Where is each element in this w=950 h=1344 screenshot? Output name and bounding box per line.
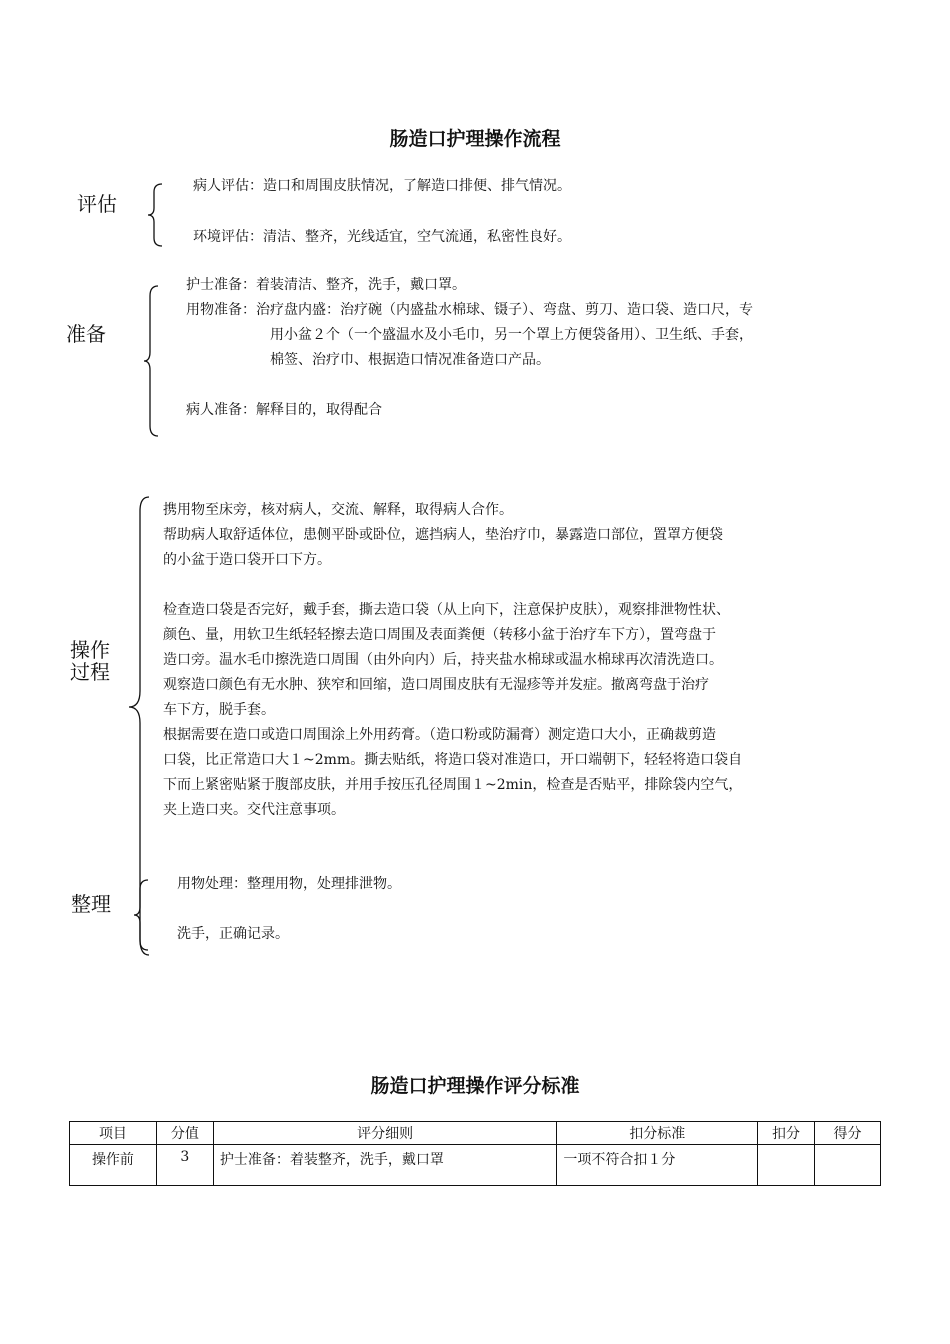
cell-item: 操作前 [70,1145,157,1186]
process-line: 根据需要在造口或造口周围涂上外用药膏。（造口粉或防漏膏）测定造口大小，正确裁剪造 [163,727,716,743]
process-line: 夹上造口夹。交代注意事项。 [163,802,345,818]
brace-tidy [132,878,152,952]
cell-deduction [758,1145,815,1186]
process-line: 携用物至床旁，核对病人，交流、解释，取得病人合作。 [163,502,513,518]
section-label-assess: 评估 [77,192,117,216]
process-line: 颜色、量，用软卫生纸轻轻擦去造口周围及表面粪便（转移小盆于治疗车下方），置弯盘于 [163,627,716,643]
header-details: 评分细则 [213,1122,557,1145]
section-label-process-2: 过程 [70,660,110,684]
page-title: 肠造口护理操作流程 [389,128,561,150]
header-score: 得分 [815,1122,881,1145]
cell-score [815,1145,881,1186]
prepare-line: 用小盆２个（一个盛温水及小毛巾，另一个罩上方便袋备用）、卫生纸、手套， [270,327,753,343]
cell-deduction-standard: 一项不符合扣１分 [557,1145,758,1186]
section-label-process-1: 操作 [70,638,110,662]
brace-prepare [142,284,162,438]
prepare-line: 病人准备：解释目的，取得配合 [186,402,382,418]
assess-line: 环境评估：清洁、整齐，光线适宜，空气流通，私密性良好。 [193,229,571,245]
cell-points: 3 [156,1145,213,1186]
table-header-row [70,1122,881,1145]
process-line: 帮助病人取舒适体位，患侧平卧或卧位，遮挡病人，垫治疗巾，暴露造口部位，置罩方便袋 [163,527,723,543]
score-title: 肠造口护理操作评分标准 [370,1075,580,1097]
process-line: 车下方，脱手套。 [163,702,275,718]
brace-assess [146,182,166,248]
assess-line: 病人评估：造口和周围皮肤情况，了解造口排便、排气情况。 [193,178,571,194]
process-line: 口袋，比正常造口大１~2mm。撕去贴纸，将造口袋对准造口，开口端朝下，轻轻将造口袋自 [163,752,743,768]
header-points: 分值 [156,1122,213,1145]
table-row [70,1145,881,1186]
prepare-line: 用物准备：治疗盘内盛：治疗碗（内盛盐水棉球、镊子）、弯盘、剪刀、造口袋、造口尺，专 [186,302,753,318]
section-label-tidy: 整理 [71,892,111,916]
prepare-line: 棉签、治疗巾、根据造口情况准备造口产品。 [270,352,550,368]
tidy-line: 用物处理：整理用物，处理排泄物。 [177,876,401,892]
tidy-line: 洗手，正确记录。 [177,926,289,942]
process-line: 检查造口袋是否完好，戴手套，撕去造口袋（从上向下，注意保护皮肤），观察排泄物性状、 [163,602,730,618]
prepare-line: 护士准备：着装清洁、整齐，洗手，戴口罩。 [186,277,466,293]
section-label-prepare: 准备 [66,322,106,346]
process-line: 观察造口颜色有无水肿、狭窄和回缩，造口周围皮肤有无湿疹等并发症。撤离弯盘于治疗 [163,677,709,693]
header-deduction-standard: 扣分标准 [557,1122,758,1145]
process-line: 下而上紧密贴紧于腹部皮肤，并用手按压孔径周围１~2min，检查是否贴平，排除袋内空气， [163,777,743,793]
process-line: 的小盆于造口袋开口下方。 [163,552,331,568]
score-table [69,1121,881,1186]
process-line: 造口旁。温水毛巾擦洗造口周围（由外向内）后，持夹盐水棉球或温水棉球再次清洗造口。 [163,652,723,668]
cell-details: 护士准备：着装整齐，洗手，戴口罩 [213,1145,557,1186]
header-deduction: 扣分 [758,1122,815,1145]
header-item: 项目 [70,1122,157,1145]
